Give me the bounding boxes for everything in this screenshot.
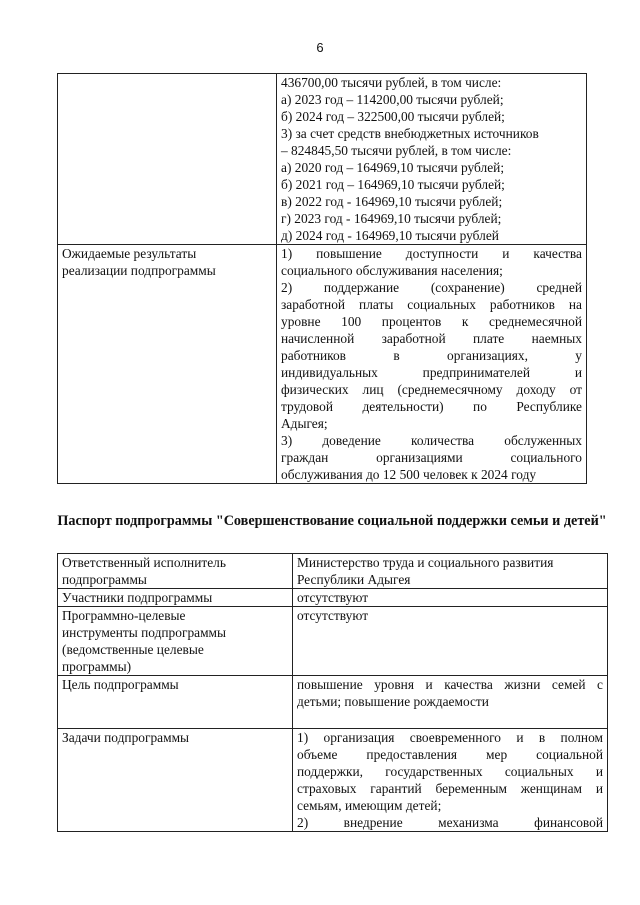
table-row-results: [58, 245, 587, 484]
goal-value: детьми; повышение рождаемости: [297, 694, 489, 709]
results-line: физических лиц (среднемесячному доходу от: [281, 382, 582, 397]
tasks-value-cell: [293, 729, 608, 832]
tasks-line: страховых гарантий беременным женщинам и: [297, 781, 603, 796]
results-line: уровне 100 процентов к среднемесячной: [281, 314, 582, 329]
participants-value: отсутствуют: [297, 590, 369, 605]
responsible-value: Республики Адыгея: [297, 572, 411, 587]
table-row-goal: [58, 676, 608, 729]
goal-value: повышение уровня и качества жизни семей с: [297, 677, 603, 692]
participants-value-cell: [293, 589, 608, 607]
funding-value-cell: [277, 74, 587, 245]
instruments-value-cell: [293, 607, 608, 676]
instruments-label-cell: [58, 607, 293, 676]
results-value-cell: [277, 245, 587, 484]
results-line: индивидуальных предпринимателей и: [281, 365, 582, 380]
participants-label-cell: [58, 589, 293, 607]
table-row-instruments: [58, 607, 608, 676]
responsible-label-cell: [58, 554, 293, 589]
table-row-funding: [58, 74, 587, 245]
results-line: заработной платы социальных работников на: [281, 297, 582, 312]
responsible-label: подпрограммы: [62, 572, 147, 587]
responsible-label: Ответственный исполнитель: [62, 555, 226, 570]
funding-line: 3) за счет средств внебюджетных источников: [281, 126, 539, 141]
funding-line: б) 2024 год – 322500,00 тысячи рублей;: [281, 109, 505, 124]
funding-line: а) 2023 год – 114200,00 тысячи рублей;: [281, 92, 504, 107]
tasks-line: семьям, имеющим детей;: [297, 798, 442, 813]
results-line: начисленной заработной плате наемных: [281, 331, 582, 346]
tasks-line: 2) внедрение механизма финансовой: [297, 815, 603, 830]
results-line: Адыгея;: [281, 416, 328, 431]
participants-label: Участники подпрограммы: [62, 590, 213, 605]
responsible-value: Министерство труда и социального развития: [297, 555, 554, 570]
instruments-label: программы): [62, 659, 132, 674]
funding-line: г) 2023 год - 164969,10 тысячи рублей;: [281, 211, 502, 226]
goal-label-cell: [58, 676, 293, 729]
funding-label-cell: [58, 74, 277, 245]
goal-value-cell: [293, 676, 608, 729]
table-row-participants: [58, 589, 608, 607]
tasks-line: объеме предоставления мер социальной: [297, 747, 603, 762]
results-line: 3) доведение количества обслуженных: [281, 433, 582, 448]
responsible-value-cell: [293, 554, 608, 589]
instruments-label: (ведомственные целевые: [62, 642, 204, 657]
instruments-label: инструменты подпрограммы: [62, 625, 227, 640]
results-line: граждан организациями социального: [281, 450, 582, 465]
results-line: работников в организациях, у: [281, 348, 582, 363]
results-line: обслуживания до 12 500 человек к 2024 году: [281, 467, 537, 482]
funding-line: в) 2022 год - 164969,10 тысячи рублей;: [281, 194, 503, 209]
results-line: социального обслуживания населения;: [281, 263, 503, 278]
page-number: 6: [316, 40, 324, 55]
instruments-label: Программно-целевые: [62, 608, 186, 623]
tasks-label: Задачи подпрограммы: [62, 730, 190, 745]
subprogram-passport-table-continued: [57, 73, 587, 484]
funding-line: д) 2024 год - 164969,10 тысячи рублей: [281, 228, 499, 243]
table-row-responsible: [58, 554, 608, 589]
funding-line: 436700,00 тысячи рублей, в том числе:: [281, 75, 502, 90]
instruments-value: отсутствуют: [297, 608, 369, 623]
results-label: реализации подпрограммы: [62, 263, 216, 278]
results-line: трудовой деятельности) по Республике: [281, 399, 582, 414]
results-line: 2) поддержание (сохранение) средней: [281, 280, 582, 295]
funding-line: а) 2020 год – 164969,10 тысячи рублей;: [281, 160, 505, 175]
results-line: 1) повышение доступности и качества: [281, 246, 582, 261]
tasks-label-cell: [58, 729, 293, 832]
results-label: Ожидаемые результаты: [62, 246, 197, 261]
tasks-line: поддержки, государственных социальных и: [297, 764, 603, 779]
funding-line: – 824845,50 тысячи рублей, в том числе:: [281, 143, 512, 158]
section-title: Паспорт подпрограммы "Совершенствование социальной поддержки семьи и детей": [57, 513, 607, 529]
funding-line: б) 2021 год – 164969,10 тысячи рублей;: [281, 177, 505, 192]
goal-label: Цель подпрограммы: [62, 677, 179, 692]
table-row-tasks: [58, 729, 608, 832]
family-support-passport-table: [57, 553, 608, 832]
results-label-cell: [58, 245, 277, 484]
tasks-line: 1) организация своевременного и в полном: [297, 730, 603, 745]
